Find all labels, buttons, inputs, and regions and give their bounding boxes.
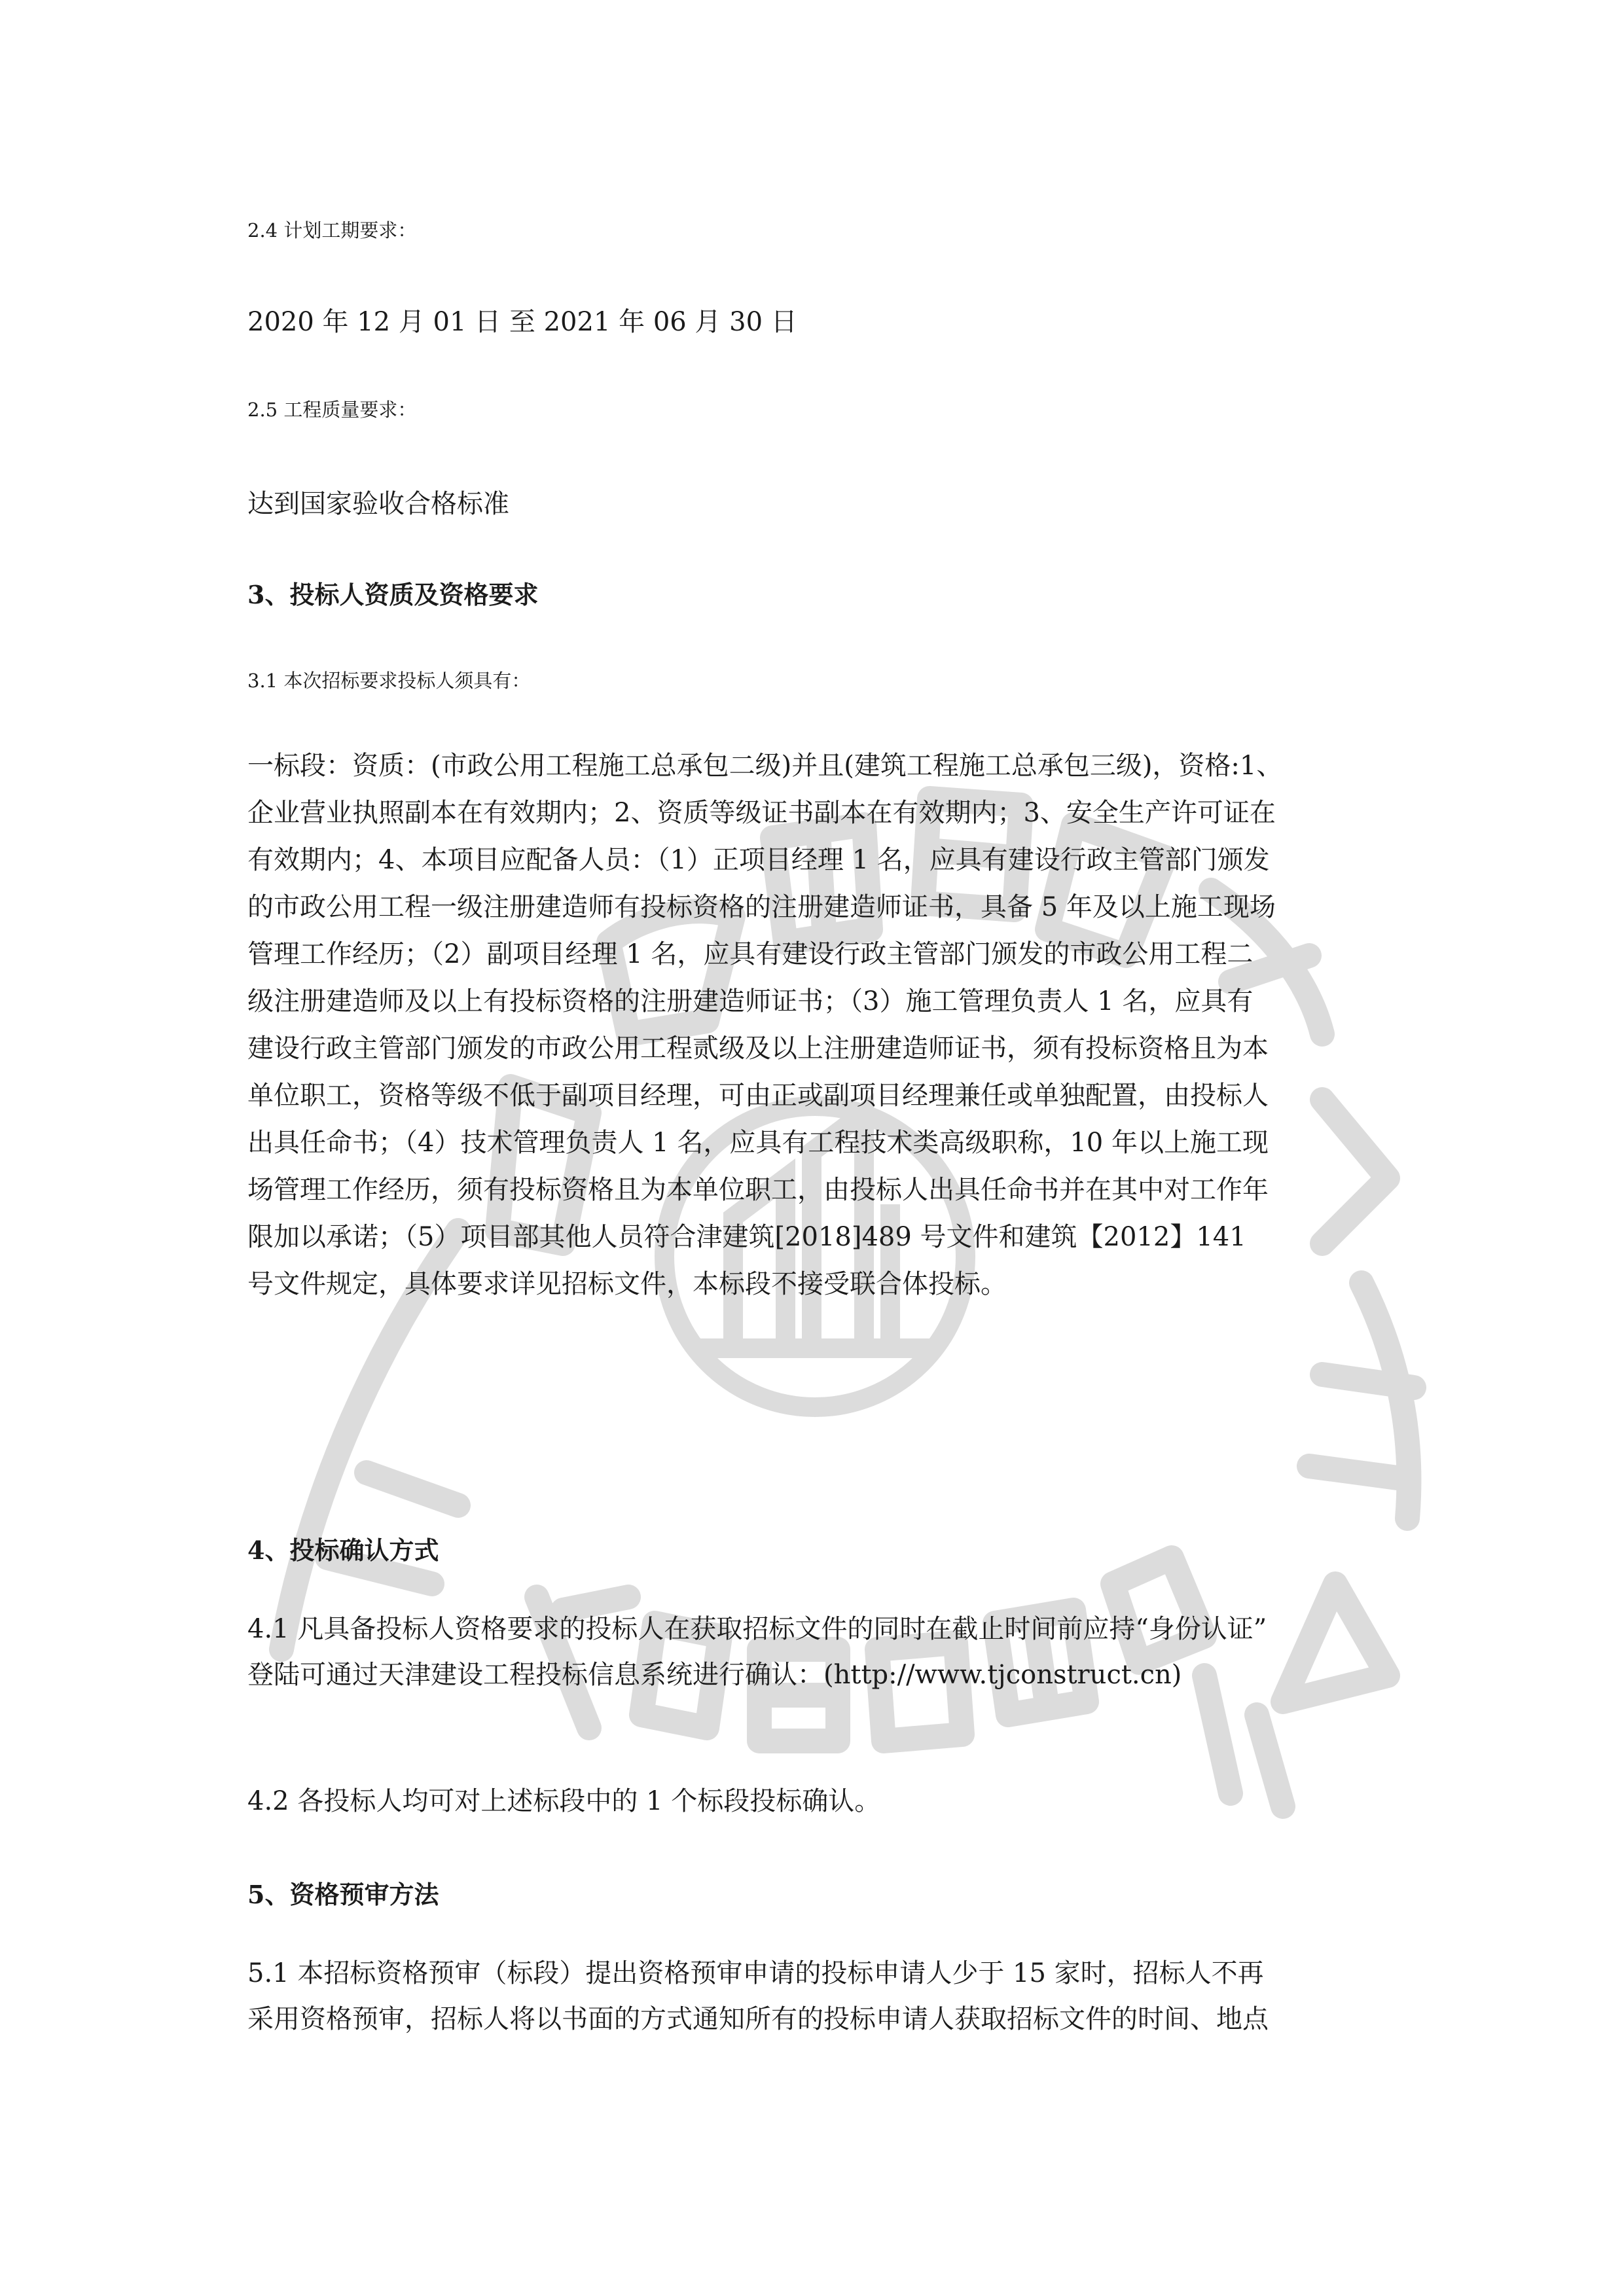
section-2-4-value: 2020 年 12 月 01 日 至 2021 年 06 月 30 日 (247, 307, 797, 337)
paragraph-line: 单位职工，资格等级不低于副项目经理，可由正或副项目经理兼任或单独配置，由投标人 (247, 1081, 1269, 1111)
section-4-heading: 4、投标确认方式 (247, 1535, 439, 1565)
section-2-4-title: 2.4 计划工期要求： (247, 219, 417, 242)
section-2-5-value: 达到国家验收合格标准 (247, 489, 509, 519)
paragraph-line: 级注册建造师及以上有投标资格的注册建造师证书；（3）施工管理负责人 1 名，应具有 (247, 986, 1254, 1016)
paragraph-line: 建设行政主管部门颁发的市政公用工程贰级及以上注册建造师证书，须有投标资格且为本 (247, 1033, 1269, 1064)
paragraph-line: 出具任命书；（4）技术管理负责人 1 名，应具有工程技术类高级职称，10 年以上施工现 (247, 1128, 1269, 1158)
paragraph-line: 企业营业执照副本在有效期内；2、资质等级证书副本在有效期内；3、安全生产许可证在 (247, 798, 1276, 828)
paragraph-line: 采用资格预审，招标人将以书面的方式通知所有的投标申请人获取招标文件的时间、地点 (247, 2004, 1269, 2034)
paragraph-line: 号文件规定，具体要求详见招标文件，本标段不接受联合体投标。 (247, 1269, 1007, 1299)
paragraph-line: 一标段：资质：(市政公用工程施工总承包二级)并且(建筑工程施工总承包三级)，资格:1、 (247, 751, 1283, 781)
section-4-1-paragraph (247, 1606, 1373, 1698)
paragraph-line: 5.1 本招标资格预审（标段）提出资格预审申请的投标申请人少于 15 家时，招标人不再 (247, 1958, 1264, 1988)
section-4-2-text: 4.2 各投标人均可对上述标段中的 1 个标段投标确认。 (247, 1786, 881, 1816)
section-5-heading: 5、资格预审方法 (247, 1880, 439, 1909)
paragraph-line: 场管理工作经历，须有投标资格且为本单位职工，由投标人出具任命书并在其中对工作年 (247, 1175, 1269, 1205)
section-5-1-paragraph (247, 1950, 1373, 2042)
section-3-1-title: 3.1 本次招标要求投标人须具有： (247, 670, 531, 692)
section-3-heading: 3、投标人资质及资格要求 (247, 580, 539, 609)
paragraph-line: 登陆可通过天津建设工程投标信息系统进行确认：(http://www.tjconstruct.cn) (247, 1660, 1182, 1690)
paragraph-line: 有效期内；4、本项目应配备人员：（1）正项目经理 1 名，应具有建设行政主管部门颁发 (247, 845, 1270, 875)
section-2-5-title: 2.5 工程质量要求： (247, 399, 417, 421)
paragraph-line: 限加以承诺；（5）项目部其他人员符合津建筑[2018]489 号文件和建筑【2012】141 (247, 1222, 1246, 1252)
paragraph-line: 4.1 凡具备投标人资格要求的投标人在获取招标文件的同时在截止时间前应持“身份认证” (247, 1614, 1267, 1644)
section-3-1-paragraph (247, 742, 1373, 1308)
paragraph-line: 的市政公用工程一级注册建造师有投标资格的注册建造师证书，具备 5 年及以上施工现场 (247, 892, 1276, 922)
paragraph-line: 管理工作经历；（2）副项目经理 1 名，应具有建设行政主管部门颁发的市政公用工程二 (247, 939, 1254, 969)
